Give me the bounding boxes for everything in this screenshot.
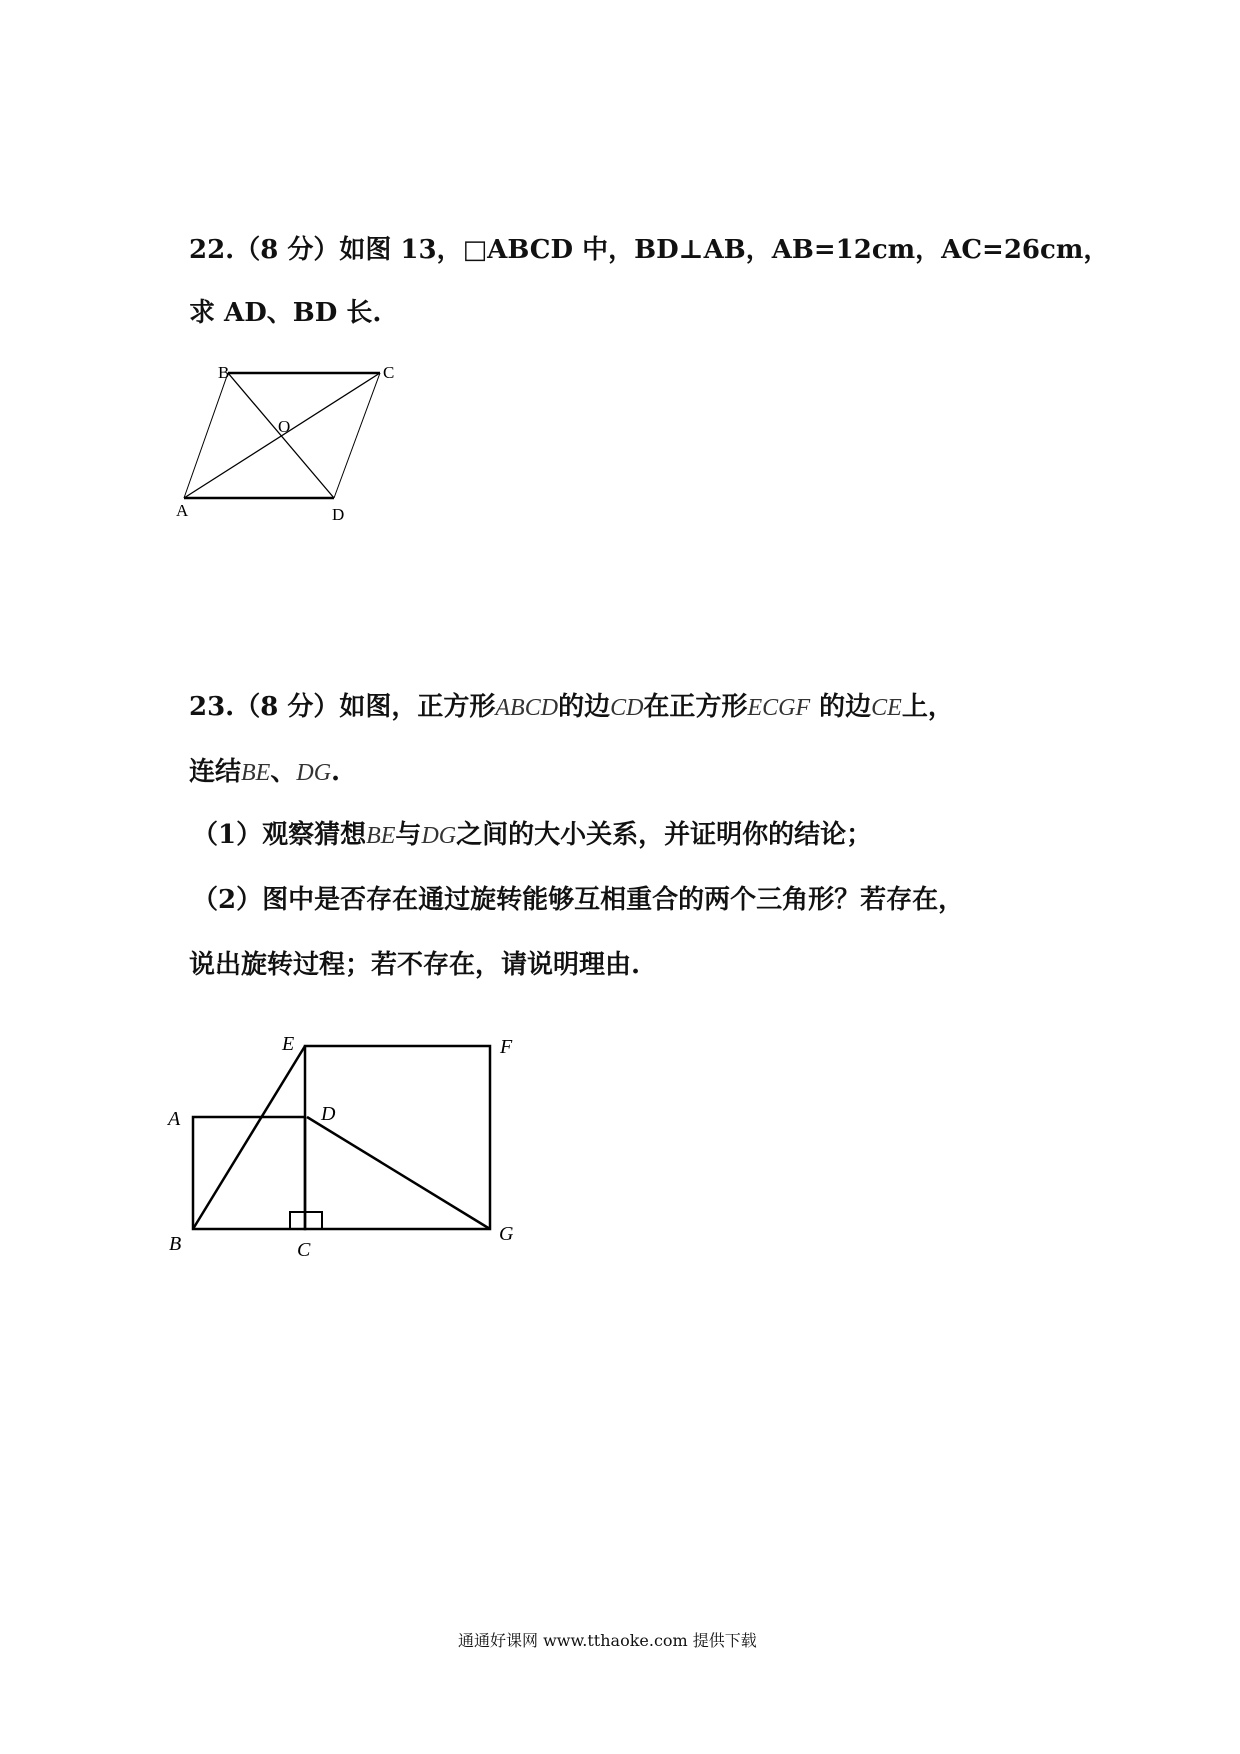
math-BE: BE xyxy=(241,760,271,786)
q23-text: 在正方形 xyxy=(643,692,748,722)
label-E: E xyxy=(282,1033,295,1055)
q23-text: （1）观察猜想 xyxy=(192,820,367,850)
math-DG: DG xyxy=(296,760,332,786)
label-D: D xyxy=(332,505,345,524)
math-ECGF: ECGF xyxy=(747,695,811,721)
label-D2: D xyxy=(321,1103,336,1125)
label-C: C xyxy=(383,363,395,382)
q23-text: 23.（8 分）如图，正方形 xyxy=(189,692,496,722)
q23-part-2: （2）图中是否存在通过旋转能够互相重合的两个三角形？若存在， xyxy=(192,885,965,915)
label-G: G xyxy=(499,1223,514,1245)
label-A: A xyxy=(176,501,189,520)
q22-line-2: 求 AD、BD 长. xyxy=(189,298,382,328)
math-DG: DG xyxy=(421,823,457,849)
math-CD: CD xyxy=(610,695,644,721)
math-BE: BE xyxy=(366,823,396,849)
math-CE: CE xyxy=(871,695,902,721)
q23-part-1 xyxy=(192,819,872,852)
q22-line-1: 22.（8 分）如图 13，□ABCD 中，BD⊥AB，AB=12cm，AC=26cm， xyxy=(189,235,1110,265)
label-C2: C xyxy=(297,1239,311,1261)
q23-text: 连结 xyxy=(189,757,242,787)
q23-part-2-cont: 说出旋转过程；若不存在，请说明理由. xyxy=(189,950,641,980)
q23-text: 与 xyxy=(395,820,422,850)
q23-text: 的边 xyxy=(810,692,872,722)
q23-line-1 xyxy=(189,691,954,724)
q23-text: 的边 xyxy=(558,692,611,722)
label-A2: A xyxy=(168,1108,181,1130)
math-ABCD: ABCD xyxy=(495,695,559,721)
label-B: B xyxy=(218,363,230,382)
q23-text: . xyxy=(331,757,341,787)
q23-text: 、 xyxy=(270,757,297,787)
label-F: F xyxy=(500,1036,513,1058)
q23-text: 之间的大小关系，并证明你的结论； xyxy=(456,820,873,850)
label-O: O xyxy=(278,417,291,436)
footer-credit: 通通好课网 www.tthaoke.com 提供下载 xyxy=(458,1631,757,1650)
q23-text: 上， xyxy=(901,692,954,722)
q23-line-2 xyxy=(189,756,340,789)
label-B2: B xyxy=(169,1233,182,1255)
squares-figure xyxy=(193,1046,490,1229)
